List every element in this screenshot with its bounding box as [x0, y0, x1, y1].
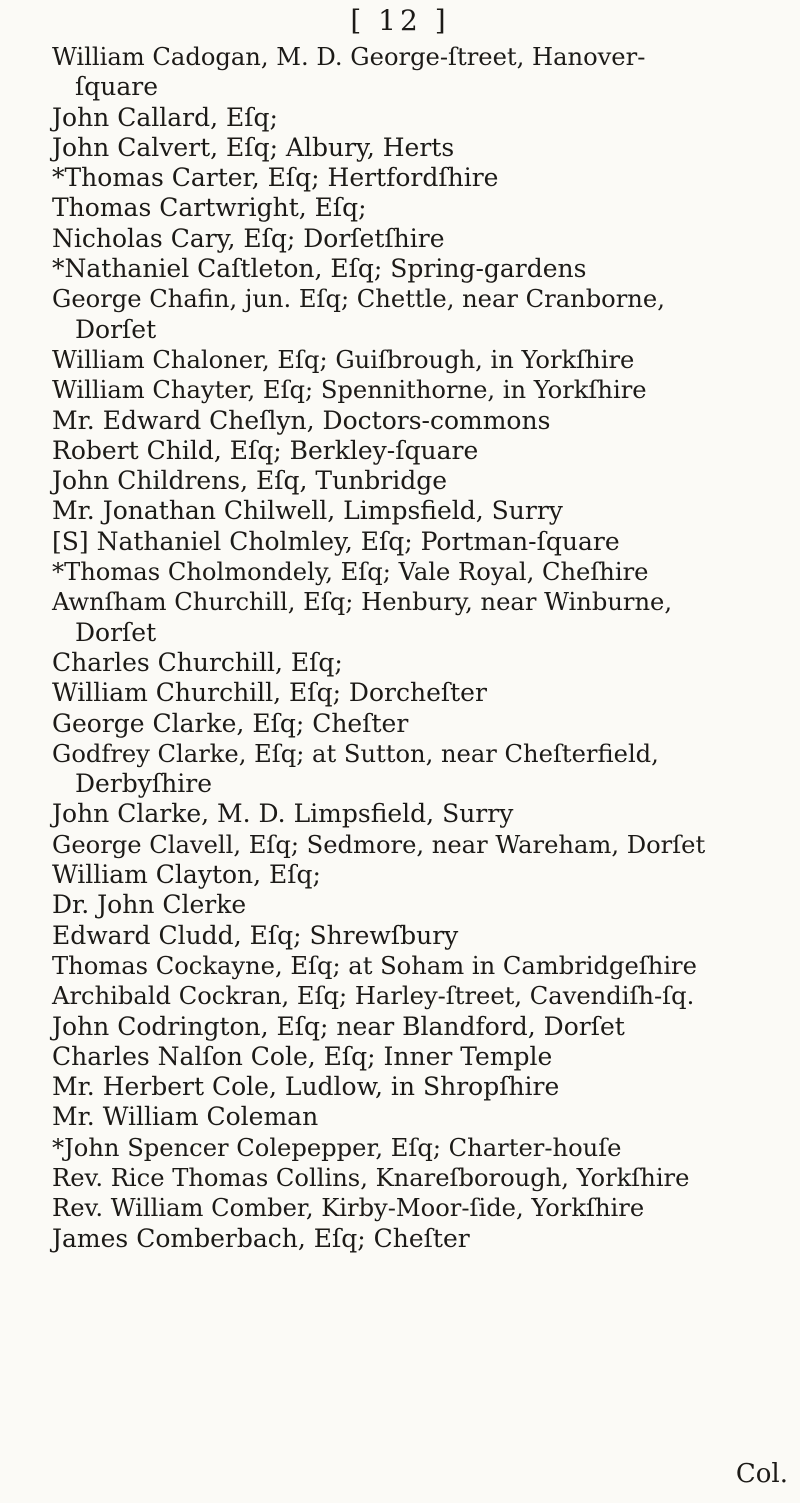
list-item: *Nathaniel Caſtleton, Eſq; Spring-gardens [52, 254, 587, 284]
list-item: Robert Child, Eſq; Berkley-ſquare [52, 435, 479, 465]
list-item: William Chaloner, Eſq; Guiſbrough, in Yorkſhire [52, 345, 635, 374]
list-item: William Churchill, Eſq; Dorcheſter [52, 678, 487, 708]
subscriber-list [0, 42, 800, 1254]
list-item: Mr. Herbert Cole, Ludlow, in Shropſhire [52, 1072, 560, 1102]
list-item: George Clavell, Eſq; Sedmore, near Wareham, Dorſet [52, 830, 706, 859]
list-item: Charles Churchill, Eſq; [52, 647, 343, 677]
list-item: John Clarke, M. D. Limpsfield, Surry [52, 799, 514, 829]
list-item: George Clarke, Eſq; Cheſter [52, 708, 409, 738]
list-item: Thomas Cockayne, Eſq; at Soham in Cambridgeſhire [52, 951, 697, 980]
list-item: Thomas Cartwright, Eſq; [52, 193, 367, 223]
list-item: William Chayter, Eſq; Spennithorne, in Yorkſhire [52, 376, 647, 405]
list-item: Edward Cludd, Eſq; Shrewſbury [52, 920, 459, 950]
list-item: Mr. William Coleman [52, 1102, 319, 1132]
list-item: Mr. Jonathan Chilwell, Limpsfield, Surry [52, 496, 563, 526]
list-item: [S] Nathaniel Cholmley, Eſq; Portman-ſquare [52, 526, 620, 556]
list-item: John Calvert, Eſq; Albury, Herts [52, 132, 455, 162]
list-item: Rev. Rice Thomas Collins, Knareſborough, Yorkſhire [52, 1163, 690, 1192]
list-item: Charles Nalſon Cole, Eſq; Inner Temple [52, 1041, 553, 1071]
list-item: Awnſham Churchill, Eſq; Henbury, near Winburne, [52, 588, 673, 617]
catchword: Col. [735, 1459, 788, 1489]
list-item: Dorſet [75, 314, 157, 344]
list-item: *Thomas Cholmondely, Eſq; Vale Royal, Cheſhire [52, 558, 649, 587]
list-item: John Callard, Eſq; [52, 102, 278, 132]
list-item: *John Spencer Colepepper, Eſq; Charter-houſe [52, 1133, 622, 1162]
list-item: William Cadogan, M. D. George-ſtreet, Hanover- [52, 43, 646, 71]
list-item: Dorſet [75, 617, 157, 647]
list-item: Godfrey Clarke, Eſq; at Sutton, near Cheſterfield, [52, 739, 659, 768]
page-number: [ 12 ] [350, 4, 450, 37]
list-item: Mr. Edward Cheſlyn, Doctors-commons [52, 405, 551, 435]
list-item: John Codrington, Eſq; near Blandford, Dorſet [52, 1011, 625, 1041]
list-item: John Childrens, Eſq, Tunbridge [52, 466, 448, 496]
list-item: Dr. John Clerke [52, 890, 247, 920]
list-item: Derbyſhire [75, 769, 213, 799]
list-item: ſquare [75, 72, 159, 102]
list-item: Rev. William Comber, Kirby-Moor-ſide, Yorkſhire [52, 1194, 645, 1223]
list-item: William Clayton, Eſq; [52, 860, 321, 890]
list-item: Nicholas Cary, Eſq; Dorſetſhire [52, 223, 445, 253]
list-item: James Comberbach, Eſq; Cheſter [52, 1223, 470, 1253]
list-item: *Thomas Carter, Eſq; Hertfordſhire [52, 163, 499, 193]
list-item: George Chafin, jun. Eſq; Chettle, near Cranborne, [52, 285, 665, 314]
list-item: Archibald Cockran, Eſq; Harley-ſtreet, Cavendiſh-ſq. [52, 982, 695, 1011]
